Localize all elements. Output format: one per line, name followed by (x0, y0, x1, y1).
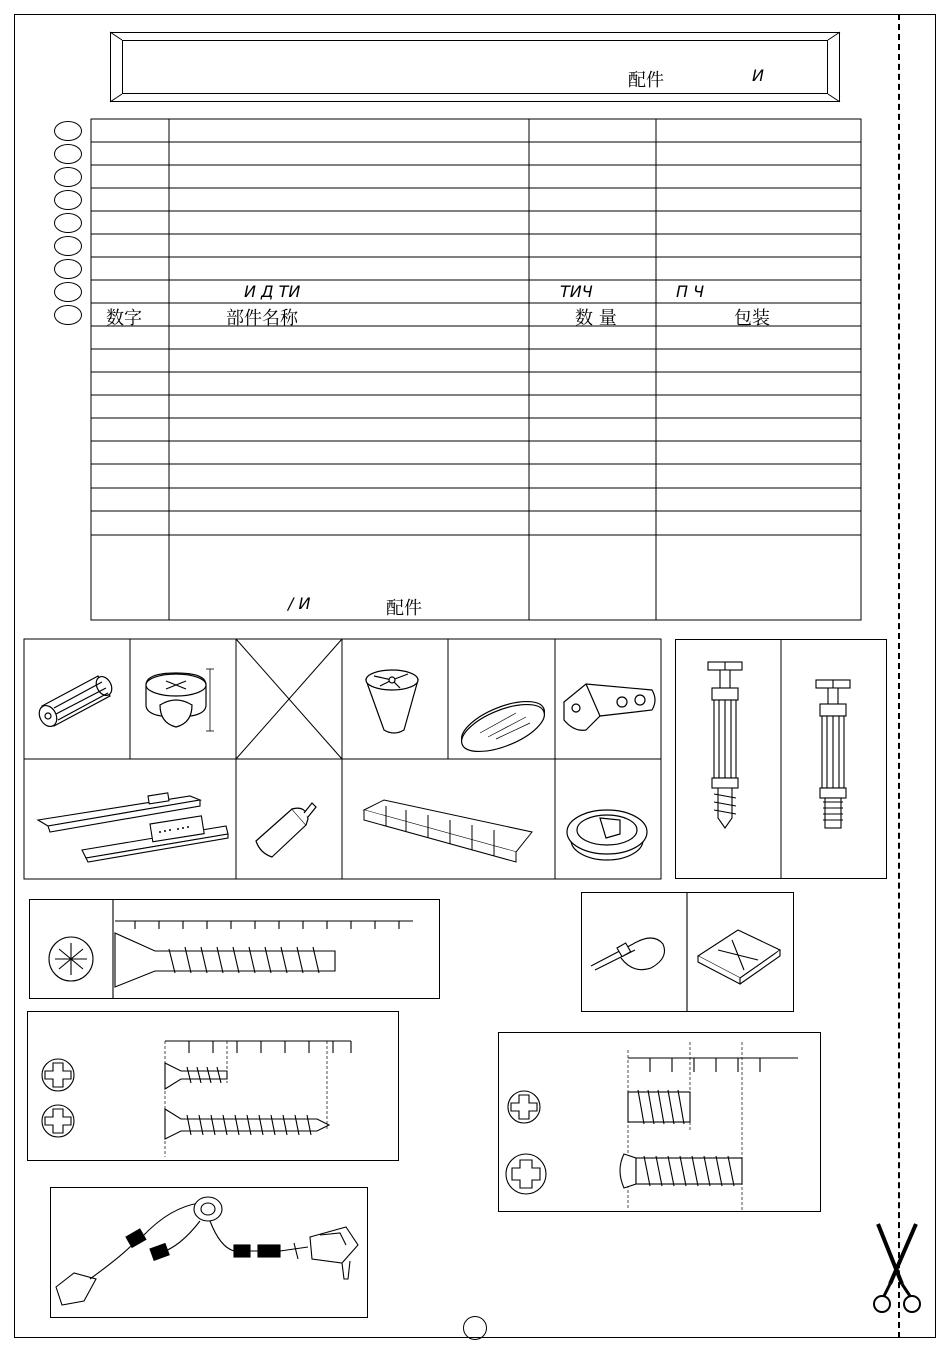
led-cable-icon (50, 1187, 368, 1318)
header-mark-name: И Д ТИ (244, 282, 301, 301)
column-header-number: 数字 (106, 308, 142, 329)
page-number-circle (463, 1316, 487, 1340)
euro-screw-icon (498, 1032, 821, 1212)
connector-bolt-threaded-icon (808, 676, 858, 836)
tie-mount-icon (692, 920, 787, 990)
column-header-quantity: 数 量 (575, 308, 617, 329)
header-mark-qty: ТИЧ (560, 282, 593, 301)
footer-title: 配件 (386, 598, 422, 619)
header-mark-pack: П Ч (676, 282, 705, 301)
connector-bolt-icon (700, 658, 750, 833)
column-header-part-name: 部件名称 (226, 308, 298, 329)
footer-mark: / И (288, 594, 311, 613)
title-mark: И (752, 66, 764, 85)
scissors-icon (868, 1222, 928, 1314)
wood-screw-icon (27, 1011, 399, 1161)
confirmat-screw-icon (29, 899, 440, 999)
column-header-packaging: 包装 (734, 308, 770, 329)
page-title: 配件 (628, 70, 664, 91)
